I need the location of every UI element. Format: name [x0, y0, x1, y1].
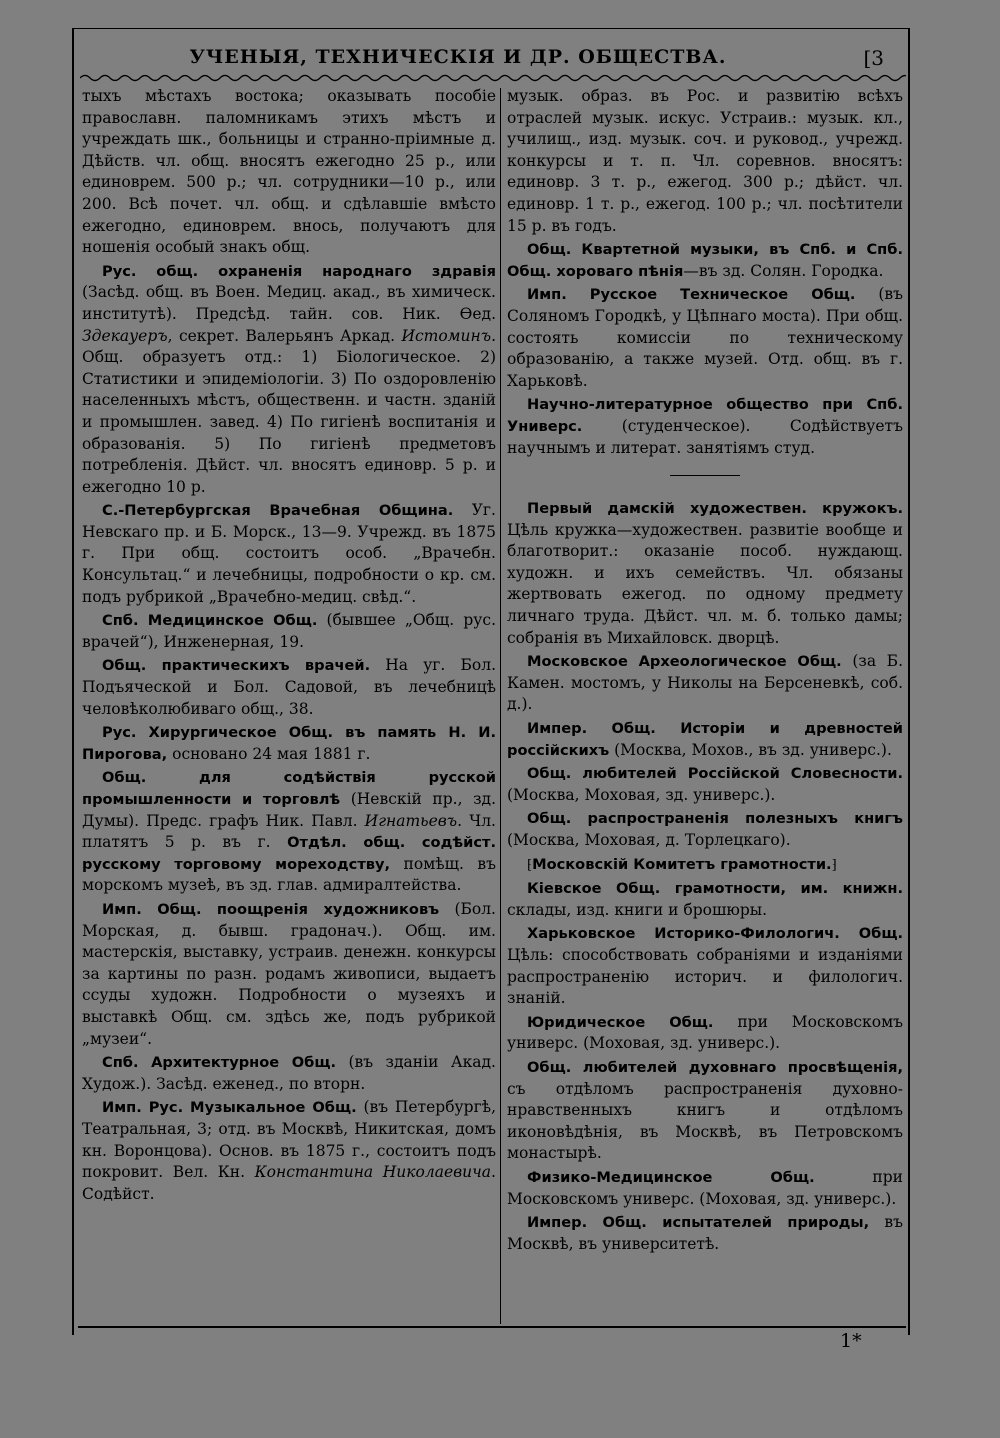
text: (Москва, Моховая, зд. универс.). — [507, 785, 776, 804]
text: (Москва, Мохов., въ зд. универс.). — [609, 740, 892, 759]
text: —въ зд. Солян. Городка. — [683, 261, 884, 280]
paragraph — [82, 655, 496, 720]
text: (Засѣд. общ. въ Воен. Медиц. акад., въ химическ. институтѣ). Предсѣд. тайн. сов. Ник. Ѳед. — [82, 283, 496, 323]
entry-title: Общ. Квартетной музыки, въ Спб. и Спб. Общ. хороваго пѣнія — [507, 241, 903, 280]
name-italic: Игнатьевъ — [364, 811, 458, 830]
column-divider — [500, 88, 501, 1324]
entry-title: Общ. распространенія полезныхъ книгъ — [527, 810, 903, 828]
text: (за Б. Камен. мостомъ, у Николы на Берсеневкѣ, соб. д.). — [507, 652, 903, 714]
entry-title: Общ. практическихъ врачей. — [102, 657, 371, 675]
text: (студенческое). Содѣйствуетъ научнымъ и литерат. занятіямъ студ. — [507, 416, 903, 457]
paragraph — [507, 923, 903, 1009]
paragraph — [507, 718, 903, 761]
running-header — [78, 44, 904, 74]
paragraph — [507, 878, 903, 921]
paragraph — [507, 808, 903, 851]
text: . Содѣйст. — [82, 1163, 496, 1203]
text: . Общ. образуетъ отд.: 1) Біологическое. 2) Статистики и эпидеміологіи. 3) По оздоровленію населенныхъ мѣстъ, общественн. и частн. зданій и промышлен. завед. 4) По гигіенѣ воспитанія и образованія. 5) По гигіенѣ предметовъ потребленія. Дѣйст. чл. вносятъ единовр. 5 р. и ежегодно 10 р. — [82, 326, 496, 496]
right-column — [507, 86, 903, 1257]
entry-title: Общ. любителей Россійской Словесности. — [527, 765, 903, 783]
entry-title: Спб. Архитектурное Общ. — [102, 1054, 337, 1072]
text: въ Москвѣ, въ университетѣ. — [507, 1213, 904, 1253]
wavy-rule — [80, 72, 906, 84]
page-number: [3 — [863, 46, 884, 70]
text: (въ Петербургѣ, Театральная, 3; отд. въ Москвѣ, Никитская, домъ кн. Воронцова). Основ. въ 1875 г., состоитъ подъ покровит. Вел. Кн. — [82, 1098, 496, 1182]
entry-title: Спб. Медицинское Общ. — [102, 612, 318, 630]
paragraph — [507, 239, 903, 282]
text: Уг. Невскаго пр. и Б. Морск., 13—9. Учрежд. въ 1875 г. При общ. состоитъ особ. „Врачебн. Консультац.“ и лечебницы, подробности о кр. см. подъ рубрикой „Врачебно-медиц. свѣд.“. — [82, 501, 496, 606]
paragraph: музык. образ. въ Рос. и развитію всѣхъ отраслей музык. искус. Устраив.: музык. кл., училищ., изд. музык. соч. и руковод., учрежд. конкурсы и т. п. Чл. соревнов. вносятъ: единовр. 3 т. р., ежегод. 300 р.; дѣйст. чл. единовр. 1 т. р., ежегод. 100 р.; чл. посѣтители 15 р. въ годъ. — [507, 87, 903, 235]
entry-title: Импер. Общ. Исторіи и древностей россійскихъ — [507, 720, 903, 759]
paragraph — [82, 899, 496, 1050]
paragraph — [82, 722, 496, 765]
paragraph — [507, 1012, 903, 1055]
bottom-rule — [78, 1326, 906, 1328]
paragraph — [507, 1167, 903, 1210]
paragraph — [82, 610, 496, 653]
entry-title: Московскій Комитетъ грамотности. — [532, 855, 832, 873]
name-italic: Истоминъ — [401, 326, 492, 345]
text: (бывшее „Общ. рус. врачей“), Инженерная, 19. — [82, 611, 496, 651]
text: . Чл. платятъ 5 р. въ г. — [82, 811, 496, 852]
entry-title: Имп. Русское Техническое Общ. — [527, 286, 856, 304]
paragraph — [507, 651, 903, 716]
paragraph — [82, 1052, 496, 1095]
text: при Московскомъ универс. (Моховая, зд. универс.). — [507, 1012, 903, 1053]
text: (Невскій пр., зд. Думы). Предс. графъ Ник. Павл. — [82, 790, 496, 830]
text: Цѣль кружка—художествен. развитіе вообще и благотворит.: оказаніе пособ. нуждающ. художн. и ихъ семействъ. Чл. обязаны жертвовать ежегод. по одному предмету личнаго труда. Дѣйст. чл. м. б. только дамы; собранія въ Михайловск. дворцѣ. — [507, 520, 903, 647]
bracket-ornament-icon: ⁅ — [527, 857, 533, 873]
entry-title: Кіевское Общ. грамотности, им. книжн. — [527, 880, 903, 898]
text: На уг. Бол. Подъяческой и Бол. Садовой, въ лечебницѣ человѣколюбиваго общ., 38. — [82, 656, 496, 718]
entry-title: Общ. для содѣйствія русской промышленности и торговлѣ — [82, 769, 496, 808]
entry-title: Научно-литературное общество при Спб. Универс. — [507, 396, 903, 435]
entry-title: Имп. Рус. Музыкальное Общ. — [102, 1099, 357, 1117]
text: (Москва, Моховая, д. Торлецкаго). — [507, 831, 791, 849]
text: (Бол. Морская, д. бывш. градонач.). Общ. им. мастерскія, выставку, устраив. денежн. конкурсы за картины по разн. родамъ живописи, выдаетъ ссуды художн. Подробности о музеяхъ и выставкѣ Общ. см. здѣсь же, подъ рубрикой „музеи“. — [82, 899, 496, 1048]
entry-title: Московское Археологическое Общ. — [527, 653, 842, 671]
text: (въ Соляномъ Городкѣ, у Цѣпнаго моста). При общ. состоять комиссіи по техническому образованію, а также музей. Отд. общ. въ г. Харьковѣ. — [507, 285, 903, 390]
paragraph — [507, 854, 903, 877]
entry-title: Импер. Общ. испытателей природы, — [527, 1214, 870, 1232]
signature-mark: 1* — [840, 1330, 862, 1352]
section-separator — [670, 475, 740, 476]
paragraph — [507, 284, 903, 392]
entry-title: Юридическое Общ. — [527, 1013, 714, 1031]
entry-title: Имп. Общ. поощренія художниковъ — [102, 900, 440, 918]
name-italic: Константина Николаевича — [254, 1163, 492, 1182]
entry-title: Рус. Хирургическое Общ. въ память Н. И. Пирогова, — [82, 724, 496, 763]
entry-title: Рус. общ. охраненія народнаго здравія — [102, 262, 496, 280]
paragraph — [507, 394, 903, 459]
text: склады, изд. книги и брошюры. — [507, 900, 768, 919]
entry-title: Харьковское Историко-Филологич. Общ. — [527, 925, 903, 943]
paragraph — [82, 1097, 496, 1205]
text: Цѣль: способствовать собраніями и изданіями распространенію историч. и филологич. знаній. — [507, 945, 903, 1008]
paragraph — [507, 1057, 903, 1165]
paragraph — [507, 763, 903, 806]
entry-title: Первый дамскій художествен. кружокъ. — [527, 500, 903, 518]
paragraph: тыхъ мѣстахъ востока; оказывать пособіе православн. паломникамъ этихъ мѣстъ и учреждать шк., больницы и странно-пріимные д. Дѣйств. чл. общ. вносятъ ежегодно 25 р., или единоврем. 500 р.; чл. сотрудники—10 р., или 200. Всѣ почет. чл. общ. и сдѣлавшіе вмѣсто ежегодно, единоврем. внось, получаютъ для ношенія особый знакъ общ. — [82, 87, 496, 257]
name-italic: Здекауеръ — [82, 326, 168, 345]
bracket-ornament-icon: ⁆ — [831, 857, 837, 873]
text: основано 24 мая 1881 г. — [167, 744, 371, 763]
text: съ отдѣломъ распространенія духовно-нравственныхъ книгъ и отдѣломъ иконовѣдѣнія, въ Москвѣ, въ Петровскомъ монастырѣ. — [507, 1079, 903, 1163]
text: (въ зданіи Акад. Худож.). Засѣд. еженед., по вторн. — [82, 1053, 496, 1093]
paragraph — [82, 500, 496, 608]
entry-title: С.-Петербургская Врачебная Община. — [102, 502, 454, 520]
paragraph — [82, 261, 496, 499]
text: , секрет. Валерьянъ Аркад. — [167, 326, 402, 345]
entry-title: Отдѣл. общ. содѣйст. русскому торговому мореходству, — [82, 834, 496, 873]
text: помѣщ. въ морскомъ музеѣ, въ зд. глав. адмиралтейства. — [82, 854, 496, 895]
paragraph — [507, 498, 903, 649]
entry-title: Физико-Медицинское Общ. — [527, 1168, 815, 1186]
paragraph — [507, 1212, 903, 1255]
entry-title: Общ. любителей духовнаго просвѣщенія, — [527, 1058, 903, 1076]
text: при Московскомъ универс. (Моховая, зд. универс.). — [507, 1167, 903, 1208]
header-title: УЧЕНЫЯ, ТЕХНИЧЕСКІЯ И ДР. ОБЩЕСТВА. — [189, 46, 727, 68]
left-column — [82, 86, 496, 1207]
paragraph — [82, 767, 496, 897]
